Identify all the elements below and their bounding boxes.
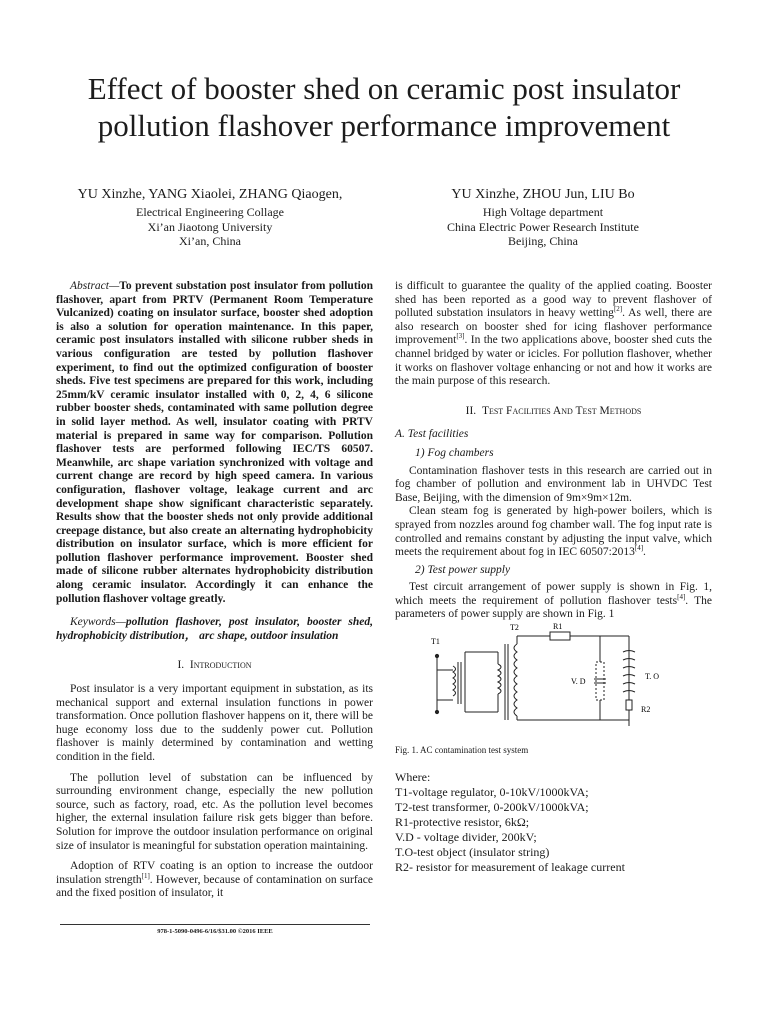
t2-primary-coil <box>498 664 501 694</box>
where-item: T2-test transformer, 0-200kV/1000kVA; <box>395 799 589 814</box>
where-item: T1-voltage regulator, 0-10kV/1000kVA; <box>395 784 589 799</box>
abstract <box>56 280 373 606</box>
where-item: R2- resistor for measurement of leakage current <box>395 859 625 874</box>
voltage-divider <box>596 662 604 700</box>
power-supply-paragraph <box>395 581 712 622</box>
fog-paragraph-1: Contamination flashover tests in this research are carried out in fog chamber of pollution and environment lab in UHVDC Test Base, Beijing, with the dimension of 9m×9m×12m. <box>395 464 712 504</box>
r1-resistor <box>550 632 570 640</box>
citation: [3] <box>456 332 465 341</box>
citation: [4] <box>677 593 686 602</box>
t2-secondary-coil <box>514 644 517 716</box>
section-number: II. <box>465 404 477 417</box>
author-names: YU Xinzhe, ZHOU Jun, LIU Bo <box>451 187 635 202</box>
keywords <box>56 616 373 643</box>
subsubsection-heading-2: 2) Test power supply <box>415 563 511 576</box>
label-r2: R2 <box>641 705 651 715</box>
author-names: YU Xinzhe, YANG Xiaolei, ZHANG Qiaogen, <box>77 187 343 202</box>
intro-paragraph-3 <box>56 860 373 901</box>
author-block-2 <box>388 186 698 249</box>
figure-1-caption: Fig. 1. AC contamination test system <box>395 745 529 756</box>
where-item: R1-protective resistor, 6kΩ; <box>395 814 530 829</box>
fog-text-end: . <box>643 546 646 559</box>
subsection-heading-a: A. Test facilities <box>395 428 469 441</box>
author-org: China Electric Power Research Institute <box>447 219 639 234</box>
intro-p3-text-cont: . However, because of contamination on surface and the fixed position of insulator, it <box>56 873 373 900</box>
r2-resistor <box>626 700 632 710</box>
keywords-lead: Keywords— <box>70 616 126 629</box>
label-to: T. O <box>645 672 660 682</box>
label-t2: T2 <box>510 623 519 633</box>
where-list <box>395 770 712 875</box>
intro-p3-text: Adoption of RTV coating is an option to increase the outdoor insulation strength <box>56 860 373 886</box>
abstract-lead: Abstract— <box>70 280 120 292</box>
citation: [1] <box>141 871 150 880</box>
intro-paragraph-3-cont <box>395 280 712 389</box>
where-item: T.O-test object (insulator string) <box>395 844 550 859</box>
col2-text: . In the two applications above, booster shed cuts the channel bridged by water or icicles. For pollution flashover, whether it works on flashover voltage enhancing or not and how it works are the main purpose of this research. <box>395 334 712 388</box>
label-vd: V. D <box>571 677 586 687</box>
terminal-dot <box>435 710 438 713</box>
section-title: Introduction <box>189 659 252 672</box>
section-heading-2 <box>395 405 712 419</box>
fog-text: Clean steam fog is generated by high-power boilers, which is sprayed from nozzles around fog chamber wall. The fog input rate is controlled and remains constant by adjusting the input valve, which meets the requirement about fog in IEC 60507:2013 <box>395 505 712 559</box>
where-item: V.D - voltage divider, 200kV; <box>395 829 537 844</box>
citation: [2] <box>613 305 623 314</box>
subsubsection-heading-1: 1) Fog chambers <box>415 446 494 459</box>
fog-paragraph-2 <box>395 505 712 559</box>
copyright-footer: 978-1-5090-0496-6/16/$31.00 ©2016 IEEE <box>60 924 370 935</box>
author-dept: Electrical Engineering Collage <box>136 205 284 219</box>
abstract-text: To prevent substation post insulator from pollution flashover, apart from PRTV (Permanent Room Temperature Vulcanized) coating on insulator surface, booster shed adoption is also a solution for operation maintenance. In this paper, ceramic post insulators installed with silicone rubber sheds in various configuration are tested by pollution flashover experiment, to find out the optimized configuration of booster sheds. Five test specimens are prepared for this work, including 25mm/kV ceramic insulator installed with 0, 2, 4, 6 silicone rubber booster sheds, contaminated with same pollution degree in solid layer method. As well, insulator coating with PRTV material is prepared in same way for comparison. Pollution flashover tests are performed following IEC/TS 60507. Meanwhile, arc shape variation synchronized with voltage and current change are record by high speed camera. In various configuration, flashover voltage, leakage current and arc development shape show significant characteristic separately. Results show that the booster sheds not only provide additional creepage distance, but also create an alternating hydrophobicity distribution on insulator surface, which is more efficient for pollution flashover performance improvement. Booster shed made of silicone rubber alternates hydrophobicity distribution along ceramic insulator. Accordingly it can enhance the pollution flashover voltage greatly. <box>56 280 373 605</box>
terminal-dot <box>435 654 438 657</box>
paper-title <box>40 70 728 144</box>
author-block-1 <box>55 186 365 249</box>
where-label: Where: <box>395 769 431 784</box>
section-number: I. <box>177 659 185 672</box>
ps-text-end: . The parameters of power supply are shown in Fig. 1 <box>395 594 713 621</box>
col2-text: . As well, there are also research on booster shed for icing flashover performance improvement <box>395 307 713 347</box>
author-dept: High Voltage department <box>482 205 604 219</box>
title-line-1: Effect of booster shed on ceramic post insulator <box>87 71 681 106</box>
label-t1: T1 <box>431 637 440 647</box>
keywords-text: pollution flashover, post insulator, booster shed, hydrophobicity distribution， arc shape, outdoor insulation <box>56 616 373 642</box>
section-title: Test Facilities And Test Methods <box>481 404 642 417</box>
author-city: Xi’an, China <box>179 234 241 249</box>
author-org: Xi’an Jiaotong University <box>147 219 273 234</box>
col2-text: is difficult to guarantee the quality of the applied coating. Booster shed has been reported as a good way to prevent flashover of polluted substation insulators in heavy wetting <box>395 280 712 320</box>
section-heading-1 <box>56 659 373 673</box>
left-column <box>56 280 373 901</box>
label-r1: R1 <box>553 622 563 632</box>
intro-paragraph-2: The pollution level of substation can be influenced by surrounding environment change, especially the new pollution source, such as factory, road, etc. As the pollution level becomes higher, the external insulation failure risk gets bigger than before. Solution for improve the outdoor insulation performance on original size of insulator is meaningful for substation operation maintaining. <box>56 771 373 852</box>
title-line-2: pollution flashover performance improvement <box>97 108 671 143</box>
ps-text: Test circuit arrangement of power supply is shown in Fig. 1, which meets the requirement of pollution flashover tests <box>395 581 712 607</box>
figure-1-circuit-diagram <box>395 622 712 734</box>
citation: [4] <box>634 544 644 553</box>
right-column <box>395 280 712 875</box>
t1-coil <box>453 666 456 696</box>
intro-paragraph-1: Post insulator is a very important equipment in substation, as its mechanical support and external insulation functions in power transformation. Once pollution flashover happens on it, there will be huge economy loss due to the suddenly power cut. Pollution flashover is mainly determined by contamination and wetting condition in the field. <box>56 683 373 763</box>
author-city: Beijing, China <box>508 234 578 249</box>
